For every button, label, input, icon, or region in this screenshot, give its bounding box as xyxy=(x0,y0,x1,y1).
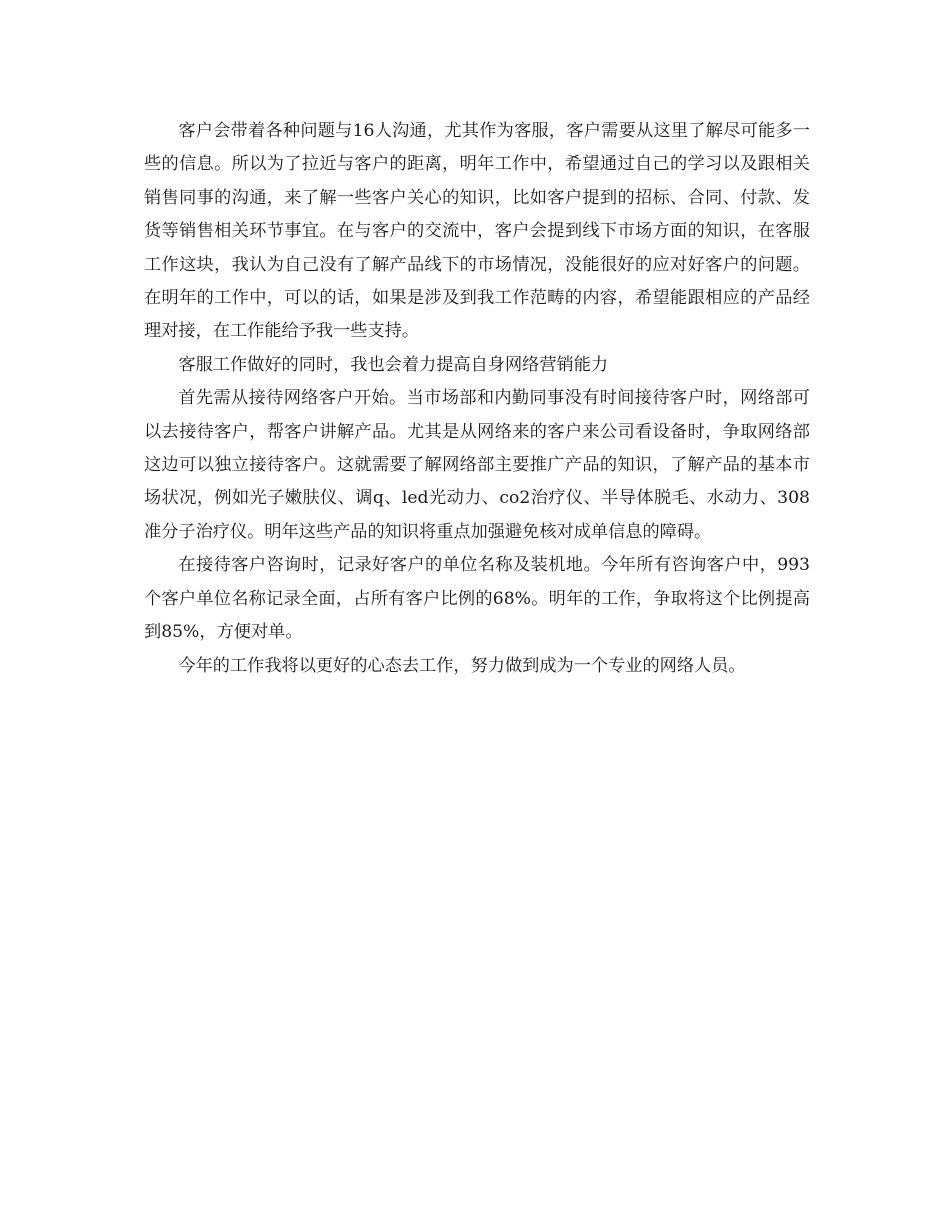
document-page xyxy=(144,115,810,683)
paragraph-network-marketing-heading: 客服工作做好的同时，我也会着力提高自身网络营销能力 xyxy=(178,354,609,375)
paragraph-closing: 今年的工作我将以更好的心态去工作，努力做到成为一个专业的网络人员。 xyxy=(178,655,746,676)
paragraph-receiving-customers: 首先需从接待网络客户开始。当市场部和内勤同事没有时间接待客户时，网络部可以去接待客户，帮客户讲解产品。尤其是从网络来的客户来公司看设备时，争取网络部这边可以独立接待客户。这就需要了解网络部主要推广产品的知识，了解产品的基本市场状况，例如光子嫩肤仪、调q、led光动力、co2治疗仪、半导体脱毛、水动力、308准分子治疗仪。明年这些产品的知识将重点加强避免核对成单信息的障碍。 xyxy=(144,388,810,542)
paragraph-recording-customers: 在接待客户咨询时，记录好客户的单位名称及装机地。今年所有咨询客户中，993个客户单位名称记录全面，占所有客户比例的68%。明年的工作，争取将这个比例提高到85%，方便对单。 xyxy=(144,555,810,643)
paragraph-customer-communication: 客户会带着各种问题与16人沟通，尤其作为客服，客户需要从这里了解尽可能多一些的信息。所以为了拉近与客户的距离，明年工作中，希望通过自己的学习以及跟相关销售同事的沟通，来了解一些客户关心的知识，比如客户提到的招标、合同、付款、发货等销售相关环节事宜。在与客户的交流中，客户会提到线下市场方面的知识，在客服工作这块，我认为自己没有了解产品线下的市场情况，没能很好的应对好客户的问题。在明年的工作中，可以的话，如果是涉及到我工作范畴的内容，希望能跟相应的产品经理对接，在工作能给予我一些支持。 xyxy=(144,121,810,342)
